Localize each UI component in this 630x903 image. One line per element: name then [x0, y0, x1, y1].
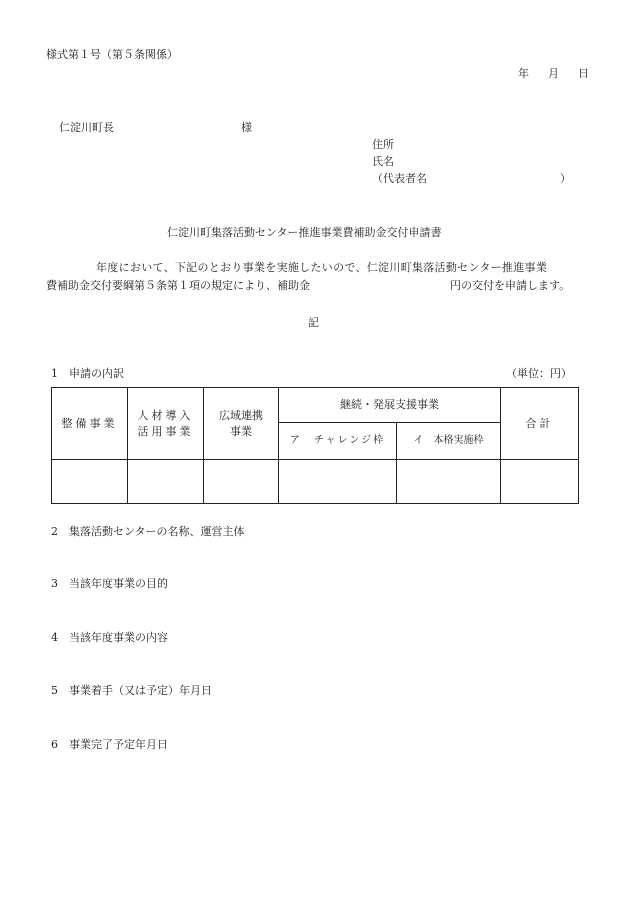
addressee-mayor: 仁淀川町長 — [59, 121, 114, 134]
value-cell-maintenance[interactable] — [52, 460, 128, 504]
value-cell-total[interactable] — [501, 460, 579, 504]
header-cell-personnel: 人材導入 活用事業 — [128, 388, 204, 460]
addressee-honorific: 様 — [241, 121, 252, 134]
header-cell-full-scale: イ 本格実施枠 — [397, 423, 501, 460]
applicant-address-label: 住所 — [372, 138, 394, 151]
applicant-name-label: 氏名 — [372, 155, 394, 168]
date-line: 年 月 日 — [518, 67, 593, 80]
value-cell-full-scale[interactable] — [397, 460, 501, 504]
form-number: 様式第１号（第５条関係） — [46, 48, 178, 61]
value-cell-personnel[interactable] — [128, 460, 204, 504]
document-title: 仁淀川町集落活動センター推進事業費補助金交付申請書 — [167, 226, 442, 239]
body-line-2b: 円の交付を申請します。 — [450, 279, 571, 292]
section-5-label: 5 事業着手（又は予定）年月日 — [51, 684, 212, 697]
value-cell-challenge[interactable] — [279, 460, 397, 504]
header-cell-regional: 広域連携 事業 — [204, 388, 279, 460]
applicant-representative-open: （代表者名 — [372, 172, 427, 185]
body-line-2a: 費補助金交付要綱第５条第１項の規定により、補助金 — [46, 279, 310, 292]
header-cell-challenge: ア チャレンジ枠 — [279, 423, 397, 460]
section-1-label: 1 申請の内訳 — [51, 367, 124, 380]
section-3-label: 3 当該年度事業の目的 — [51, 577, 168, 590]
breakdown-table — [51, 387, 579, 504]
section-4-label: 4 当該年度事業の内容 — [51, 631, 168, 644]
value-cell-regional[interactable] — [204, 460, 279, 504]
header-cell-total: 合計 — [501, 388, 579, 460]
section-6-label: 6 事業完了予定年月日 — [51, 738, 168, 751]
body-line-1: 年度において、下記のとおり事業を実施したいので、仁淀川町集落活動センター推進事業 — [96, 261, 548, 274]
section-2-label: 2 集落活動センターの名称、運営主体 — [51, 525, 245, 538]
applicant-representative-close: ） — [560, 172, 571, 185]
header-cell-continuation: 継続・発展支援事業 — [279, 388, 501, 423]
unit-label: （単位：円） — [506, 367, 572, 380]
ki-heading: 記 — [308, 316, 319, 329]
header-cell-maintenance: 整備事業 — [52, 388, 128, 460]
